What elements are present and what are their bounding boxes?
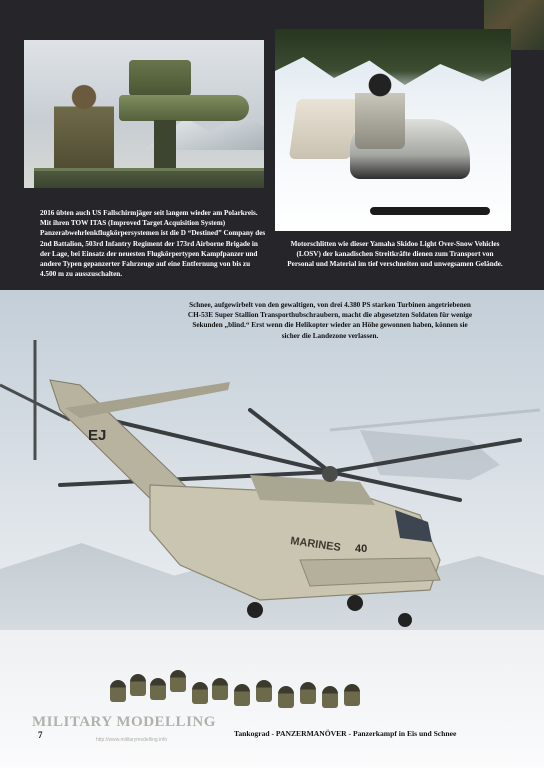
soldier bbox=[234, 684, 250, 706]
soldier bbox=[130, 674, 146, 696]
soldier bbox=[278, 686, 294, 708]
footer-title: Tankograd - PANZERMANÖVER - Panzerkampf in Eis und Schnee bbox=[234, 729, 457, 738]
soldier bbox=[300, 682, 316, 704]
snowmobile-photo bbox=[275, 29, 511, 231]
page-number: 7 bbox=[38, 730, 43, 740]
soldier bbox=[110, 680, 126, 702]
soldier bbox=[54, 80, 114, 175]
soldier bbox=[344, 684, 360, 706]
snowmobile-ski bbox=[370, 207, 490, 215]
side-number: 40 bbox=[355, 543, 368, 555]
background-helicopter bbox=[330, 410, 540, 480]
snowmobile-caption: Motorschlitten wie dieser Yamaha Skidoo Light Over-Snow Vehicles (LOSV) der kanadischen Streitkräfte dienen zum Transport von Personal und Material im tief verschneiten und unwegsamen Gelände. bbox=[287, 240, 503, 269]
soldier bbox=[256, 680, 272, 702]
rotor-hub bbox=[322, 466, 338, 482]
soldier bbox=[192, 682, 208, 704]
cargo-sled bbox=[289, 99, 359, 159]
tow-launch-tube bbox=[119, 95, 249, 121]
tail-code: EJ bbox=[88, 427, 107, 444]
soldiers-group bbox=[108, 660, 380, 722]
snowmobile-rider bbox=[355, 69, 405, 149]
tow-mount bbox=[154, 120, 176, 170]
helicopter-caption: Schnee, aufgewirbelt von den gewaltigen, von drei 4.380 PS starken Turbinen angetriebenen CH-53E Super Stallion Transporthubschraubern, macht die abgesetzten Soldaten für wenige Sekunden „blind.“ Erst wenn die Helikopter wieder an Höhe gewonnen haben, können sie sicher die Landezone verlassen. bbox=[187, 301, 473, 340]
humvee-roof bbox=[34, 168, 264, 188]
soldier bbox=[150, 678, 166, 700]
tow-launcher-photo bbox=[24, 40, 264, 188]
soldier bbox=[322, 686, 338, 708]
tow-sight bbox=[129, 60, 191, 96]
fuselage-marking: MARINES bbox=[289, 535, 342, 555]
tow-caption: 2016 übten auch US Fallschirmjäger seit langem wieder am Polarkreis. Mit ihren TOW ITAS (Improved Target Acquisition System) Panzerabwehrlenkflugkörpersystemen ist die D “Destined” Company des 2nd Battalion, 503rd Infantry Regiment der 173rd Airborne Brigade in der Lage, bei Einsatz der neuesten Flugkörpertypen Kampfpanzer und andere Typen gepanzerter Fahrzeuge auf eine Entfernung von bis zu 4.500 m zu ausszuschalten. bbox=[40, 209, 266, 279]
watermark-text: MILITARY MODELLING bbox=[32, 714, 216, 730]
soldier bbox=[170, 670, 186, 692]
watermark-url: http://www.militarymodelling.info bbox=[96, 737, 168, 743]
soldier bbox=[212, 678, 228, 700]
